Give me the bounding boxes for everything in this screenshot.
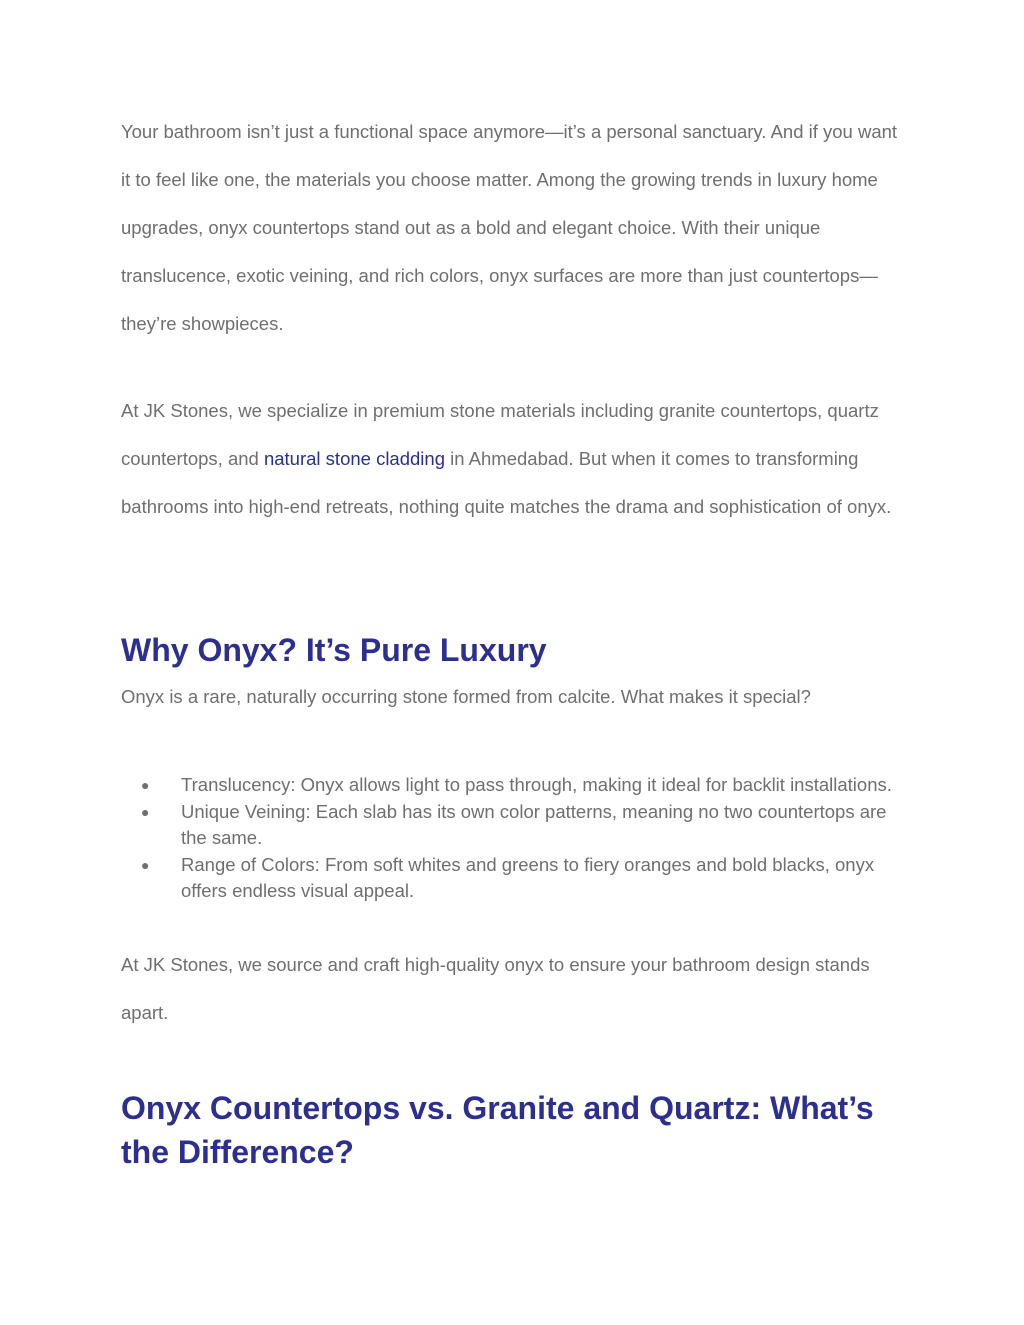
bullet-dot-icon: ●	[141, 777, 150, 793]
list-item	[121, 772, 901, 799]
list-item-text: Unique Veining: Each slab has its own color patterns, meaning no two countertops are the same.	[181, 800, 887, 848]
section-heading-why-onyx: Why Onyx? It’s Pure Luxury	[121, 632, 547, 668]
onyx-features-list	[121, 772, 911, 905]
list-item	[121, 852, 901, 905]
natural-stone-cladding-link[interactable]: natural stone cladding	[263, 448, 445, 469]
section1-lead-paragraph: Onyx is a rare, naturally occurring stone formed from calcite. What makes it special?	[121, 686, 811, 707]
about-text-after: in Ahmedabad. But when it comes to transforming bathrooms into high-end retreats, nothing quite matches the drama and sophistication of onyx.	[121, 448, 892, 517]
bullet-dot-icon: ●	[141, 803, 150, 820]
list-item-text: Translucency: Onyx allows light to pass through, making it ideal for backlit installations.	[181, 774, 892, 795]
list-item	[121, 799, 901, 852]
list-item-text: Range of Colors: From soft whites and greens to fiery oranges and bold blacks, onyx offers endless visual appeal.	[181, 853, 875, 901]
section1-closing-paragraph: At JK Stones, we source and craft high-quality onyx to ensure your bathroom design stands apart.	[121, 954, 870, 1023]
bullet-dot-icon: ●	[141, 856, 150, 873]
section-heading-comparison: Onyx Countertops vs. Granite and Quartz: What’s the Difference?	[121, 1090, 874, 1170]
intro-paragraph: Your bathroom isn’t just a functional space anymore—it’s a personal sanctuary. And if you want it to feel like one, the materials you choose matter. Among the growing trends in luxury home upgrades, onyx countertops stand out as a bold and elegant choice. With their unique translucence, exotic veining, and rich colors, onyx surfaces are more than just countertops—they’re showpieces.	[121, 121, 898, 334]
about-text-before: At JK Stones, we specialize in premium stone materials including granite countertops, quartz countertops, and	[121, 400, 879, 469]
about-paragraph	[121, 387, 911, 531]
